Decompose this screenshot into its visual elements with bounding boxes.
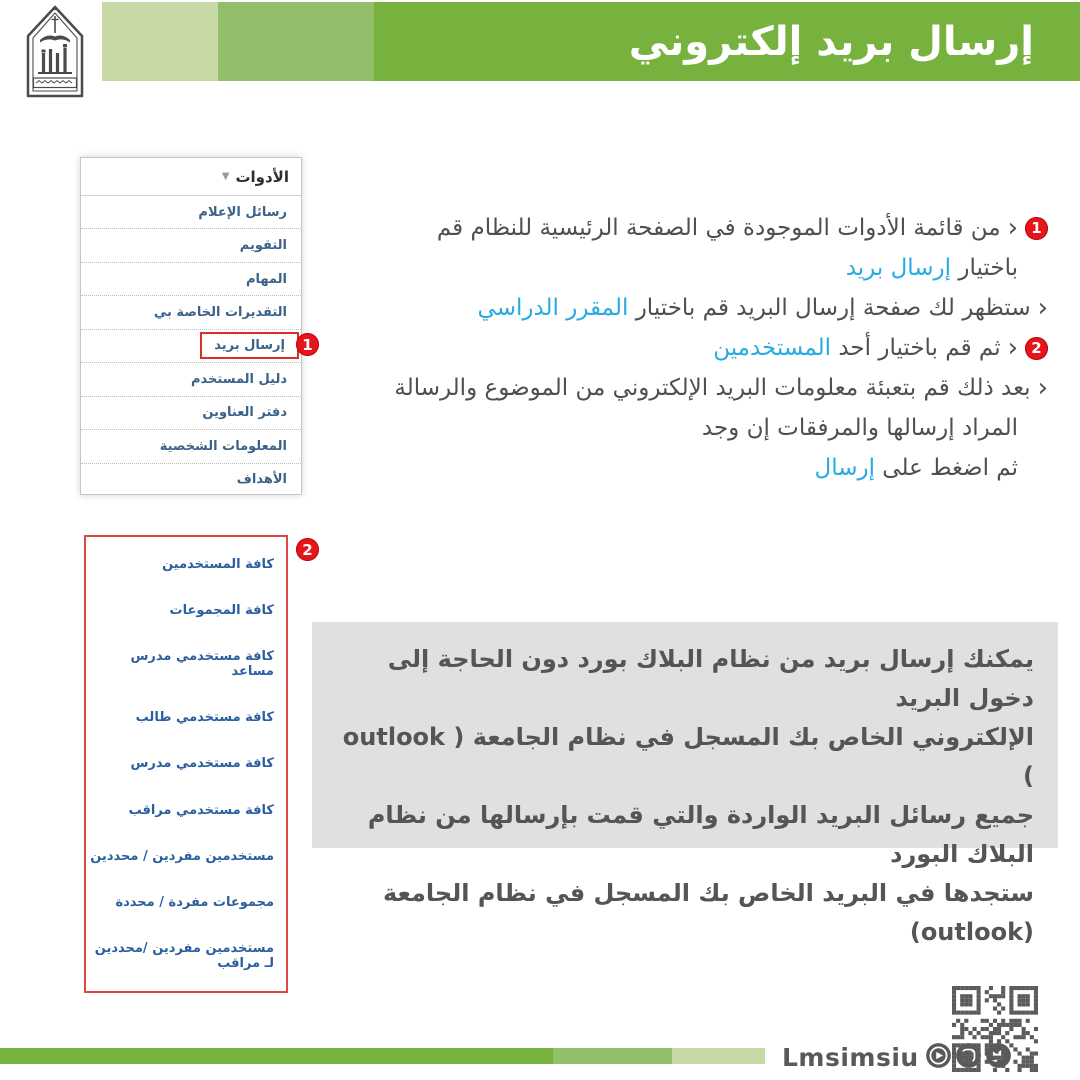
qr-code [952, 986, 1038, 1076]
recipients-item-all-observer-users[interactable]: كافة مستخدمي مراقب [128, 802, 274, 818]
instruction-line-4: 2 ‹ ثم قم باختيار أحد المستخدمين [300, 328, 1048, 368]
send-email-highlight-box: إرسال بريد [200, 332, 299, 359]
send-link-text: إرسال [814, 455, 875, 481]
chevron-bullet: ‹ [1037, 373, 1048, 403]
note-line-1: يمكنك إرسال بريد من نظام البلاك بورد دون الحاجة إلى دخول البريد [387, 645, 1034, 712]
tools-item-announcements[interactable]: رسائل الإعلام [198, 204, 287, 220]
instruction-line-3: ‹ ستظهر لك صفحة إرسال البريد قم باختيار المقرر الدراسي [477, 293, 1048, 323]
course-link-text: المقرر الدراسي [477, 295, 629, 321]
chevron-bullet: ‹ [1037, 293, 1048, 323]
social-handle: Lmsimsiu [782, 1042, 919, 1072]
header-bar [102, 2, 1080, 81]
tools-item-user-manual[interactable]: دليل المستخدم [81, 362, 301, 395]
recipients-item-single-select-groups[interactable]: مجموعات مفردة / محددة [115, 895, 274, 911]
chevron-bullet: ‹ [1007, 333, 1018, 363]
tools-panel-header[interactable] [81, 158, 301, 196]
instructions [300, 208, 1048, 488]
tools-item-my-grades[interactable]: التقديرات الخاصة بي [81, 295, 301, 328]
tools-list [81, 196, 301, 496]
step-1-marker: 1 [1025, 217, 1048, 240]
recipients-item-single-select-observer[interactable]: مستخدمين مفردين /محددين لـ مراقب [94, 941, 274, 972]
instruction-line-6: المراد إرسالها والمرفقات إن وجد [701, 415, 1018, 441]
tools-item-calendar[interactable]: التقويم [81, 228, 301, 261]
note-line-4: ستجدها في البريد الخاص بك المسجل في نظام الجامعة (outlook) [382, 879, 1034, 946]
university-logo [20, 4, 90, 104]
tools-panel-title: الأدوات [235, 167, 289, 186]
chevron-bullet: ‹ [1007, 213, 1018, 243]
step-1-badge: 1 [296, 333, 319, 356]
tools-panel [80, 157, 302, 495]
tools-item-tasks[interactable]: المهام [81, 262, 301, 295]
recipients-item-all-groups[interactable]: كافة المجموعات [169, 602, 274, 618]
tools-item-address-book[interactable]: دفتر العناوين [81, 396, 301, 429]
page-title: إرسال بريد إلكتروني [628, 18, 1034, 65]
tools-item-personal-info[interactable]: المعلومات الشخصية [81, 429, 301, 462]
header-segment-mid [218, 2, 374, 81]
tools-item-goals[interactable]: الأهداف [81, 463, 301, 496]
instruction-line-7: ثم اضغط على إرسال [814, 455, 1018, 481]
send-email-link-text: إرسال بريد [845, 255, 952, 281]
footer-segment-light [672, 1048, 765, 1064]
instruction-line-1: 1 ‹ من قائمة الأدوات الموجودة في الصفحة الرئيسية للنظام قم [300, 208, 1048, 248]
note-line-2: الإلكتروني الخاص بك المسجل في نظام الجامعة ( outlook ) [342, 723, 1034, 790]
instruction-line-2: باختيار إرسال بريد [845, 255, 1018, 281]
recipients-item-single-select-users[interactable]: مستخدمين مفردين / محددين [90, 848, 274, 864]
recipients-item-all-instructor-users[interactable]: كافة مستخدمي مدرس [130, 756, 274, 772]
recipients-item-all-student-users[interactable]: كافة مستخدمي طالب [135, 710, 274, 726]
note-line-3: جميع رسائل البريد الواردة والتي قمت بإرسالها من نظام البلاك البورد [367, 801, 1034, 868]
header-segment-light [102, 2, 218, 81]
recipients-item-all-ta-users[interactable]: كافة مستخدمي مدرس مساعد [130, 649, 274, 680]
instruction-line-5: ‹ بعد ذلك قم بتعبئة معلومات البريد الإلكتروني من الموضوع والرسالة [394, 373, 1048, 403]
recipients-item-all-users[interactable]: كافة المستخدمين [162, 556, 274, 572]
note-box [312, 622, 1058, 946]
tools-item-send-email[interactable] [81, 329, 301, 362]
recipients-panel [84, 535, 288, 993]
users-link-text: المستخدمين [713, 335, 832, 361]
step-2-badge: 2 [296, 538, 319, 561]
step-2-marker: 2 [1025, 337, 1048, 360]
footer-segment-mid [553, 1048, 672, 1064]
youtube-icon[interactable] [925, 1042, 952, 1073]
footer-bar [0, 1048, 765, 1064]
chevron-down-icon: ▼ [221, 171, 230, 182]
